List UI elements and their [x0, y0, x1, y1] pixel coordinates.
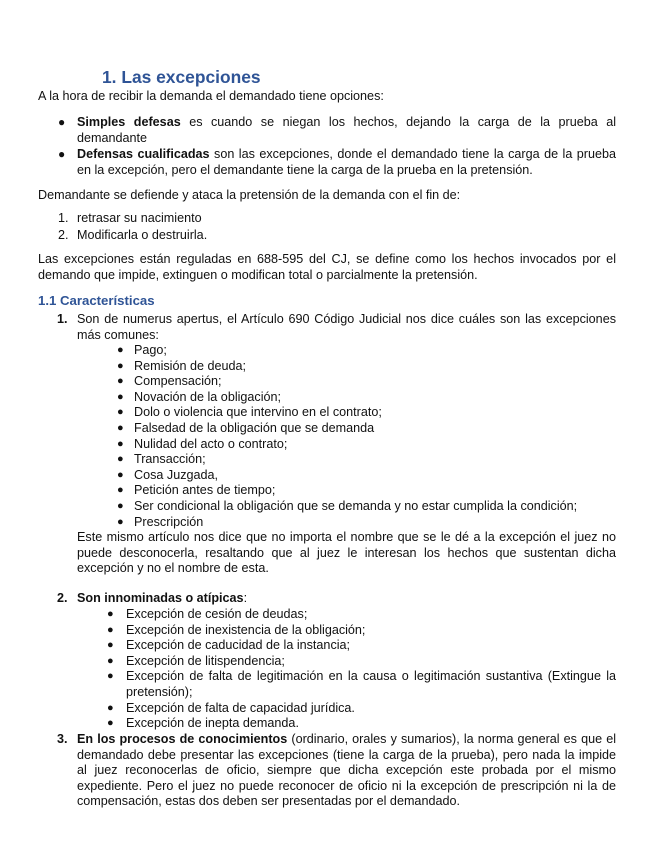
option-term: Defensas cualificadas [77, 147, 210, 161]
list-item [117, 515, 577, 531]
bullet-icon: ● [117, 437, 124, 450]
list-marker: 2. [57, 591, 68, 605]
paragraph-line: Este mismo artículo nos dice que no importa el nombre que se le dé a la excepción el juez no [77, 530, 616, 544]
list-item [117, 483, 577, 499]
paragraph-line: expediente. Pero el juez no puede reconocer de oficio ni la excepción de prescripción ni la de [77, 778, 616, 793]
common-exceptions-list [117, 343, 577, 530]
bullet-icon: ● [117, 499, 124, 512]
list-marker: 1. [57, 312, 68, 326]
list-item [117, 359, 577, 375]
list-item-text: Dolo o violencia que intervino en el contrato; [134, 405, 382, 420]
list-marker: 3. [57, 732, 68, 746]
option-text-cont: en la excepción, pero el demandante tiene la carga de la prueba en la pretensión. [77, 162, 533, 177]
bullet-icon: ● [58, 115, 66, 129]
list-item-text: Cosa Juzgada, [134, 467, 219, 482]
bullet-icon: ● [117, 359, 124, 372]
option-term: Simples defesas [77, 115, 181, 129]
list-item-text: Prescripción [134, 514, 204, 529]
list-item-text: pretensión); [126, 684, 193, 699]
page-title: 1. Las excepciones [102, 67, 261, 87]
heading-colon: : [243, 591, 248, 605]
list-item [77, 147, 616, 178]
list-item-text: Remisión de deuda; [134, 358, 247, 373]
list-item [117, 421, 577, 437]
option-text: son las excepciones, donde el demandado tiene la carga de la prueba [214, 147, 617, 161]
item2-heading [77, 591, 247, 607]
list-marker: 2. [58, 228, 69, 242]
list-item [117, 405, 577, 421]
bullet-icon: ● [117, 344, 124, 356]
section-heading: 1.1 Características [38, 293, 155, 308]
list-item-text: Falsedad de la obligación que se demanda [134, 420, 375, 435]
paragraph-line: más comunes: [77, 327, 159, 342]
bullet-icon: ● [117, 484, 124, 497]
bullet-icon: ● [107, 670, 114, 683]
list-item [117, 437, 577, 453]
item-heading: En los procesos de conocimientos [77, 732, 288, 746]
list-item [107, 638, 616, 654]
paragraph-line: compensación, estas dos deben ser presentadas por el demandado. [77, 794, 460, 809]
atypical-exceptions-list [107, 607, 616, 732]
list-item-text: Ser condicional la obligación que se demanda y no estar cumplida la condición; [134, 498, 578, 513]
option-text-cont: demandante [77, 130, 148, 145]
bullet-icon: ● [117, 468, 124, 481]
list-item-text: Pago; [134, 343, 167, 357]
regulation-paragraph [38, 252, 616, 283]
list-item: retrasar su nacimiento [77, 211, 202, 225]
bullet-icon: ● [107, 654, 114, 667]
item-heading: Son innominadas o atípicas [77, 591, 244, 605]
item1-closing [77, 530, 616, 577]
list-item [117, 452, 577, 468]
bullet-icon: ● [107, 701, 114, 714]
list-item-text: Compensación; [134, 374, 222, 389]
list-item [107, 623, 616, 639]
bullet-icon: ● [117, 421, 124, 434]
bullet-icon: ● [117, 515, 124, 528]
bullet-icon: ● [107, 717, 114, 730]
list-item-text: Excepción de inepta demanda. [126, 716, 299, 731]
paragraph-line: demando que impide, extinguen o modifican total o parcialmente la pretensión. [38, 267, 478, 282]
bullet-icon: ● [117, 453, 124, 466]
list-item [77, 312, 616, 343]
list-item [107, 654, 616, 670]
paragraph-line: puede desconocerla, resaltando que al juez le interesan los hechos que sustentan dicha [77, 545, 616, 560]
list-item-text: Transacción; [134, 452, 206, 467]
list-item-text: Excepción de caducidad de la instancia; [126, 638, 351, 653]
list-item [117, 390, 577, 406]
list-item [107, 685, 616, 701]
paragraph-line: Son de numerus apertus, el Artículo 690 Código Judicial nos dice cuáles son las excepciones [77, 312, 616, 326]
list-item [107, 701, 616, 717]
list-item-text: Excepción de inexistencia de la obligación; [126, 622, 366, 637]
list-item-text: Novación de la obligación; [134, 389, 282, 404]
bullet-icon: ● [117, 406, 124, 419]
paragraph-line: Las excepciones están reguladas en 688-595 del CJ, se define como los hechos invocados por el [38, 252, 616, 266]
list-item [117, 374, 577, 390]
bullet-icon: ● [58, 147, 66, 161]
list-item-text: Excepción de litispendencia; [126, 653, 285, 668]
list-item-text: Excepción de falta de legitimación en la causa o legitimación sustantiva (Extingue la [126, 669, 616, 684]
bullet-icon: ● [107, 608, 114, 620]
paragraph-line: al juez reconocerlas de oficio, siempre que dicha excepción este probada por el mismo [77, 763, 616, 778]
bullet-icon: ● [107, 623, 114, 636]
list-item-text: Petición antes de tiempo; [134, 483, 276, 498]
list-item [77, 732, 616, 810]
list-item [77, 115, 616, 146]
list-item-text: Excepción de cesión de deudas; [126, 607, 308, 621]
list-item [107, 669, 616, 685]
list-item-text: Nulidad del acto o contrato; [134, 436, 288, 451]
paragraph-line: demandado debe presentar las excepciones (tiene la carga de la prueba), pero nada la impide [77, 747, 616, 762]
bullet-icon: ● [117, 390, 124, 403]
intro-paragraph: A la hora de recibir la demanda el demandado tiene opciones: [38, 89, 384, 103]
defense-intro: Demandante se defiende y ataca la pretensión de la demanda con el fin de: [38, 188, 461, 202]
list-item [117, 499, 577, 515]
list-item: Modificarla o destruirla. [77, 228, 208, 242]
bullet-icon: ● [107, 639, 114, 652]
bullet-icon: ● [117, 375, 124, 388]
list-item [117, 468, 577, 484]
list-item-text: Excepción de falta de capacidad jurídica. [126, 700, 355, 715]
list-item [107, 607, 616, 623]
option-text: es cuando se niegan los hechos, dejando la carga de la prueba al [189, 115, 617, 129]
paragraph-line: excepción y no el nombre de esta. [77, 561, 269, 576]
list-item [117, 343, 577, 359]
list-item [107, 716, 616, 732]
list-marker: 1. [58, 211, 69, 225]
paragraph-text: (ordinario, orales y sumarios), la norma general es que el [291, 732, 616, 746]
